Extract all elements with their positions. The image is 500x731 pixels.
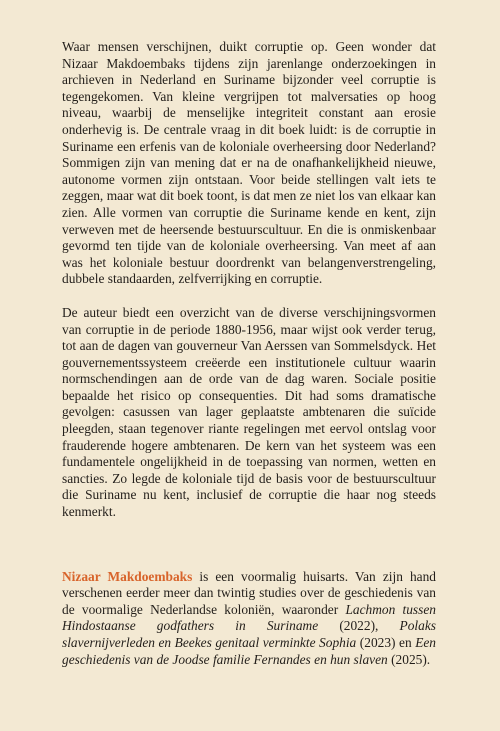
book-title-2: Polaks slavernijverleden en Beekes genitaal verminkte Sophia (62, 618, 436, 650)
book-title-3: Een geschiedenis van de Joodse familie Fernandes en hun slaven (62, 635, 437, 667)
back-cover-text (62, 39, 436, 668)
bio-text-2: (2022), (318, 618, 400, 634)
author-name: Nizaar Makdoembaks (62, 568, 193, 584)
blurb-paragraph-2: De auteur biedt een overzicht van de diverse verschijningsvormen van corruptie in de periode 1880-1956, maar wijst ook verder terug, tot aan de dagen van gouverneur Van Aerssen van Sommelsdyck. Het gouvernementssysteem creëerde een institutionele cultuur waarin normschendingen aan de orde van de dag waren. Sociale positie bepaalde het risico op consequenties. Dit had soms dramatische gevolgen: casussen van lager geplaatste ambtenaren die suïcide pleegden, staan tegenover riante regelingen met eervol ontslag voor frauderende hogere ambtenaren. De kern van het systeem was een fundamentele ongelijkheid in de toepassing van normen, wetten en sancties. Zo legde de koloniale tijd de basis voor de bestuurscultuur die Suriname nu kent, inclusief de corruptie die haar nog steeds kenmerkt. (62, 304, 436, 520)
bio-text-4: (2025). (387, 651, 431, 667)
bio-text-1: is een voormalig huisarts. Van zijn hand verschenen eerder meer dan twintig studies over de geschiedenis van de voormalige Nederlandse koloniën, waaronder (62, 568, 436, 617)
bio-text-3: (2023) en (356, 635, 416, 650)
author-bio (62, 569, 436, 669)
book-title-1: Lachmon tussen Hindostaanse godfathers in Suriname (62, 601, 436, 634)
blurb-paragraph-1: Waar mensen verschijnen, duikt corruptie op. Geen wonder dat Nizaar Makdoembaks tijdens zijn jarenlange onderzoekingen in archieven in Nederland en Suriname bijzonder veel corruptie is tegengekomen. Van kleine vergrijpen tot malversaties op hoog niveau, waarbij de menselijke integriteit constant aan erosie onderhevig is. De centrale vraag in dit boek luidt: is de corruptie in Suriname een erfenis van de koloniale overheersing door Nederland? Sommigen zijn van mening dat er na de onafhankelijkheid nieuwe, autonome vormen zijn ontstaan. Voor beide stellingen valt iets te zeggen, maar wat dit boek toont, is dat men ze niet los van elkaar kan zien. Alle vormen van corruptie die Suriname kende en kent, zijn verweven met de heersende bestuurscultuur. En die is onmiskenbaar gevormd ten tijde van de koloniale overheersing. Van meet af aan was het koloniale bestuur doordrenkt van belangenverstrengeling, dubbele standaarden, zelfverrijking en corruptie. (62, 39, 436, 287)
